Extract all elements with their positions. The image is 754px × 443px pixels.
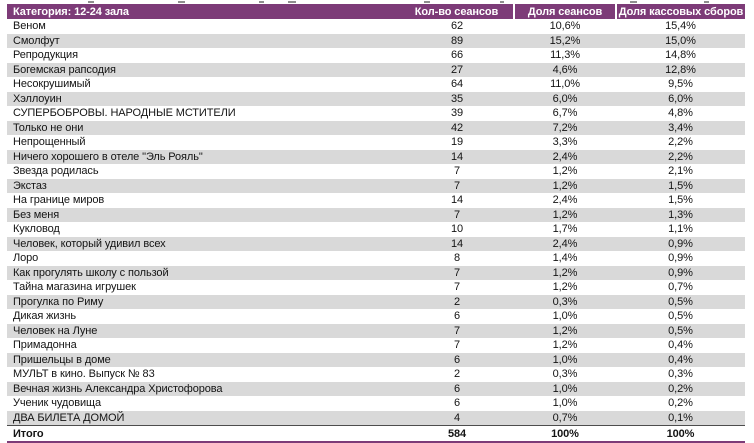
sessions-share-cell[interactable]: 11,3% — [550, 49, 580, 62]
film-row — [7, 179, 745, 194]
boxoffice-share-cell[interactable]: 15,0% — [665, 34, 696, 47]
film-row — [7, 106, 745, 121]
film-row — [7, 208, 745, 223]
sessions-share-cell[interactable]: 6,0% — [552, 92, 578, 105]
sessions-count-cell[interactable]: 7 — [453, 324, 461, 337]
boxoffice-share-cell[interactable]: 3,4% — [668, 121, 693, 134]
boxoffice-share-cell[interactable]: 0,9% — [668, 266, 693, 279]
film-row — [7, 34, 745, 49]
film-row — [7, 48, 745, 63]
boxoffice-share-cell[interactable]: 1,3% — [668, 208, 693, 221]
sessions-share-cell[interactable]: 1,0% — [552, 310, 578, 323]
film-row — [7, 266, 745, 281]
film-title-cell[interactable]: Ничего хорошего в отеле "Эль Рояль" — [13, 150, 203, 163]
film-row — [7, 222, 745, 237]
sessions-count-cell[interactable]: 4 — [453, 411, 461, 424]
film-row — [7, 309, 745, 324]
film-row — [7, 295, 745, 310]
sessions-count-cell[interactable]: 6 — [453, 353, 461, 366]
column-header-boxoffice-share[interactable]: Доля кассовых сборов — [616, 4, 745, 19]
sessions-count-cell[interactable]: 7 — [453, 266, 461, 279]
film-row — [7, 237, 745, 252]
boxoffice-share-cell[interactable]: 9,5% — [668, 78, 693, 91]
boxoffice-share-cell[interactable]: 6,0% — [668, 92, 693, 105]
films-stats-table — [7, 4, 745, 443]
sessions-count-cell[interactable]: 66 — [450, 49, 464, 62]
sessions-share-cell[interactable]: 15,2% — [549, 34, 581, 47]
sessions-share-cell[interactable]: 3,3% — [552, 136, 578, 149]
total-row — [7, 426, 745, 443]
sessions-count-cell[interactable]: 62 — [450, 20, 464, 33]
sessions-count-cell[interactable]: 14 — [450, 150, 464, 163]
film-row — [7, 150, 745, 165]
sessions-count-cell[interactable]: 10 — [450, 223, 464, 236]
film-title-cell[interactable]: Непрощенный — [13, 136, 86, 149]
film-row — [7, 411, 745, 426]
boxoffice-share-cell[interactable]: 0,4% — [668, 353, 693, 366]
boxoffice-share-cell[interactable]: 1,5% — [668, 194, 693, 207]
sessions-count-cell[interactable]: 2 — [453, 295, 461, 308]
sessions-count-cell[interactable]: 7 — [453, 208, 461, 221]
sessions-share-cell[interactable]: 1,2% — [552, 324, 578, 337]
film-row — [7, 77, 745, 92]
sessions-share-cell[interactable]: 4,6% — [552, 63, 578, 76]
film-title-cell[interactable]: Лоро — [13, 252, 39, 265]
boxoffice-share-cell[interactable]: 0,9% — [668, 252, 693, 265]
film-title-cell[interactable]: Хэллоуин — [13, 92, 62, 105]
sessions-count-cell[interactable]: 35 — [450, 92, 464, 105]
total-sessions-count[interactable]: 584 — [447, 427, 467, 440]
sessions-share-cell[interactable]: 10,6% — [549, 20, 581, 33]
sessions-count-cell[interactable]: 39 — [450, 107, 464, 120]
film-row — [7, 353, 745, 368]
boxoffice-share-cell[interactable]: 0,2% — [668, 397, 693, 410]
film-title-cell[interactable]: Человек на Луне — [13, 324, 98, 337]
sessions-count-cell[interactable]: 6 — [453, 397, 461, 410]
sessions-count-cell[interactable]: 7 — [453, 165, 461, 178]
category-header-cell[interactable]: Категория: 12-24 зала — [7, 4, 400, 19]
sessions-share-cell[interactable]: 11,0% — [550, 78, 580, 91]
film-title-cell[interactable]: Звезда родилась — [13, 165, 99, 178]
sessions-share-cell[interactable]: 1,2% — [552, 179, 578, 192]
film-row — [7, 382, 745, 397]
sessions-share-cell[interactable]: 1,0% — [552, 353, 578, 366]
film-title-cell[interactable]: Богемская рапсодия — [13, 63, 116, 76]
film-title-cell[interactable]: ДВА БИЛЕТА ДОМОЙ — [13, 411, 125, 424]
film-row — [7, 367, 745, 382]
film-title-cell[interactable]: Репродукция — [13, 49, 78, 62]
sessions-share-cell[interactable]: 2,4% — [552, 237, 578, 250]
boxoffice-share-cell[interactable]: 0,5% — [668, 310, 693, 323]
film-title-cell[interactable]: Человек, который удивил всех — [13, 237, 166, 250]
sessions-count-cell[interactable]: 8 — [453, 252, 461, 265]
boxoffice-share-cell[interactable]: 14,8% — [665, 49, 696, 62]
film-title-cell[interactable]: На границе миров — [13, 194, 105, 207]
sessions-share-cell[interactable]: 0,3% — [552, 295, 578, 308]
sessions-share-cell[interactable]: 7,2% — [552, 121, 578, 134]
film-row — [7, 251, 745, 266]
film-row — [7, 19, 745, 34]
sessions-share-cell[interactable]: 1,0% — [552, 397, 578, 410]
sessions-count-cell[interactable]: 27 — [450, 63, 464, 76]
sessions-count-cell[interactable]: 64 — [450, 78, 464, 91]
sessions-count-cell[interactable]: 14 — [450, 237, 464, 250]
film-title-cell[interactable]: Смолфут — [13, 34, 60, 47]
film-row — [7, 396, 745, 411]
column-header-sessions-share[interactable]: Доля сеансов — [514, 4, 616, 19]
boxoffice-share-cell[interactable]: 0,3% — [668, 368, 693, 381]
film-row — [7, 324, 745, 339]
film-title-cell[interactable]: Только не они — [13, 121, 84, 134]
film-title-cell[interactable]: Примадонна — [13, 339, 77, 352]
boxoffice-share-cell[interactable]: 15,4% — [665, 20, 696, 33]
total-label[interactable]: Итого — [13, 427, 44, 440]
film-row — [7, 121, 745, 136]
sessions-share-cell[interactable]: 2,4% — [552, 194, 578, 207]
boxoffice-share-cell[interactable]: 0,5% — [668, 324, 693, 337]
total-sessions-share[interactable]: 100% — [551, 427, 579, 440]
sessions-count-cell[interactable]: 7 — [453, 339, 461, 352]
boxoffice-share-cell[interactable]: 2,2% — [668, 150, 693, 163]
boxoffice-share-cell[interactable]: 1,5% — [668, 179, 693, 192]
film-title-cell[interactable]: Несокрушимый — [13, 78, 91, 91]
film-title-cell[interactable]: МУЛЬТ в кино. Выпуск № 83 — [13, 368, 155, 381]
film-row — [7, 193, 745, 208]
boxoffice-share-cell[interactable]: 0,9% — [668, 237, 693, 250]
table-header-row — [7, 4, 745, 19]
film-title-cell[interactable]: Без меня — [13, 208, 60, 221]
sessions-share-cell[interactable]: 1,2% — [552, 281, 578, 294]
boxoffice-share-cell[interactable]: 0,1% — [668, 411, 693, 424]
column-header-sessions-count[interactable]: Кол-во сеансов — [400, 4, 514, 19]
sessions-share-cell[interactable]: 1,2% — [552, 266, 578, 279]
film-row — [7, 280, 745, 295]
boxoffice-share-cell[interactable]: 0,2% — [668, 382, 693, 395]
film-title-cell[interactable]: СУПЕРБОБРОВЫ. НАРОДНЫЕ МСТИТЕЛИ — [13, 107, 236, 120]
sessions-share-cell[interactable]: 1,2% — [552, 339, 578, 352]
sessions-count-cell[interactable]: 19 — [450, 136, 464, 149]
boxoffice-share-cell[interactable]: 4,8% — [668, 107, 693, 120]
sessions-share-cell[interactable]: 1,0% — [552, 382, 578, 395]
total-boxoffice-share[interactable]: 100% — [666, 427, 695, 440]
film-title-cell[interactable]: Вечная жизнь Александра Христофорова — [13, 382, 223, 395]
film-title-cell[interactable]: Пришельцы в доме — [13, 353, 111, 366]
sessions-count-cell[interactable]: 7 — [453, 281, 461, 294]
sessions-share-cell[interactable]: 1,7% — [552, 223, 578, 236]
film-title-cell[interactable]: Прогулка по Риму — [13, 295, 104, 308]
film-title-cell[interactable]: Как прогулять школу с пользой — [13, 266, 169, 279]
film-row — [7, 135, 745, 150]
sessions-share-cell[interactable]: 0,3% — [552, 368, 578, 381]
film-title-cell[interactable]: Ученик чудовища — [13, 397, 101, 410]
boxoffice-share-cell[interactable]: 12,8% — [665, 63, 696, 76]
boxoffice-share-cell[interactable]: 1,1% — [668, 223, 693, 236]
film-row — [7, 338, 745, 353]
sessions-share-cell[interactable]: 0,7% — [552, 411, 578, 424]
film-title-cell[interactable]: Кукловод — [13, 223, 60, 236]
sessions-share-cell[interactable]: 6,7% — [552, 107, 578, 120]
sessions-count-cell[interactable]: 6 — [453, 382, 461, 395]
sessions-count-cell[interactable]: 42 — [450, 121, 464, 134]
sessions-share-cell[interactable]: 2,4% — [552, 150, 578, 163]
sessions-count-cell[interactable]: 14 — [450, 194, 464, 207]
film-row — [7, 63, 745, 78]
sessions-count-cell[interactable]: 6 — [453, 310, 461, 323]
sessions-count-cell[interactable]: 89 — [450, 34, 464, 47]
sessions-share-cell[interactable]: 1,2% — [552, 165, 578, 178]
sessions-count-cell[interactable]: 2 — [453, 368, 461, 381]
boxoffice-share-cell[interactable]: 0,4% — [668, 339, 693, 352]
boxoffice-share-cell[interactable]: 0,7% — [668, 281, 693, 294]
sessions-share-cell[interactable]: 1,4% — [552, 252, 578, 265]
film-title-cell[interactable]: Экстаз — [13, 179, 47, 192]
film-title-cell[interactable]: Тайна магазина игрушек — [13, 281, 136, 294]
film-title-cell[interactable]: Веном — [13, 20, 46, 33]
sessions-share-cell[interactable]: 1,2% — [552, 208, 578, 221]
film-row — [7, 164, 745, 179]
boxoffice-share-cell[interactable]: 2,1% — [668, 165, 693, 178]
sessions-count-cell[interactable]: 7 — [453, 179, 461, 192]
film-title-cell[interactable]: Дикая жизнь — [13, 310, 77, 323]
film-row — [7, 92, 745, 107]
boxoffice-share-cell[interactable]: 2,2% — [668, 136, 693, 149]
boxoffice-share-cell[interactable]: 0,5% — [668, 295, 693, 308]
